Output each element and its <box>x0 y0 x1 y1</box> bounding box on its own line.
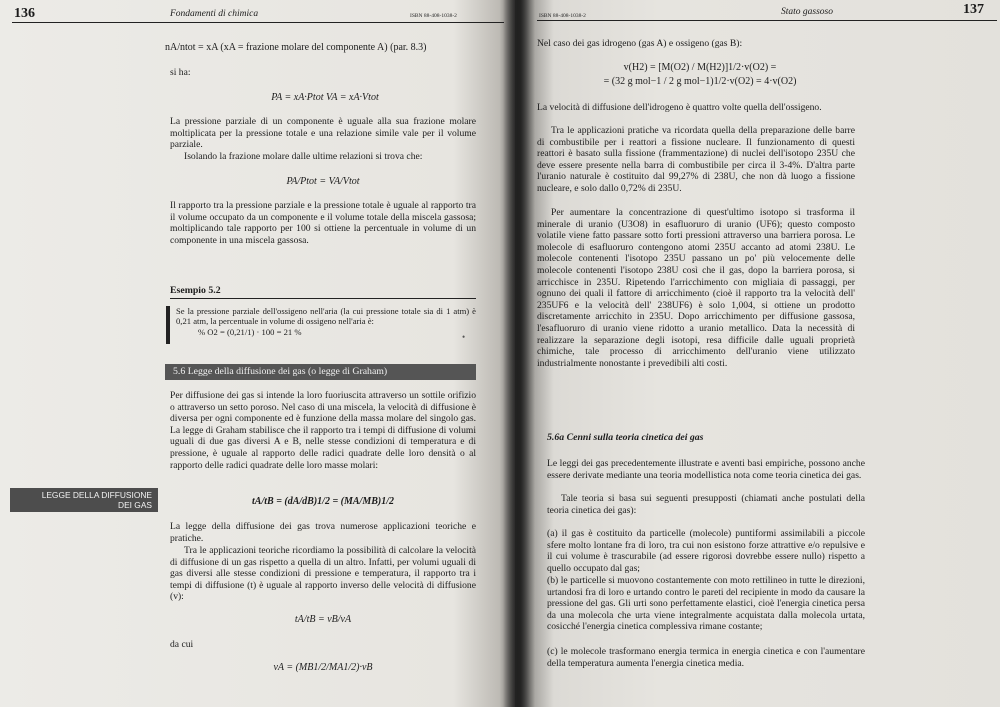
header-rule <box>12 22 504 23</box>
running-title: Fondamenti di chimica <box>170 9 259 19</box>
paragraph: Tale teoria si basa sui seguenti presupposti (chiamati anche postulati della teoria cinetica dei gas): <box>547 493 865 516</box>
header-rule <box>537 20 997 21</box>
running-title: Stato gassoso <box>781 7 833 17</box>
formula-hydrogen: v(H2) = [M(O2) / M(H2)]1/2·v(O2) = <box>623 62 777 73</box>
isbn: ISBN 88-408-1038-2 <box>539 13 586 19</box>
book-gutter-shadow <box>503 0 535 707</box>
paragraph: La velocità di diffusione dell'idrogeno è quattro volte quella dell'ossigeno. <box>537 102 822 113</box>
formula-pressure-ratio: PA/Ptot = VA/Vtot <box>286 176 360 187</box>
formula-velocity: vA = (MB1/2/MA1/2)·vB <box>273 662 373 673</box>
example-rule <box>170 298 476 299</box>
paragraph: Nel caso dei gas idrogeno (gas A) e ossigeno (gas B): <box>537 38 743 49</box>
formula-hydrogen-result: = (32 g mol−1 / 2 g mol−1)1/2·v(O2) = 4·v(O2) <box>603 76 797 87</box>
text-da-cui: da cui <box>170 639 194 650</box>
paragraph: Per aumentare la concentrazione di quest'ultimo isotopo si trasforma il minerale di uranio (U3O8) in esafluoruro di uranio (UF6); questo composto volatile viene fatto passare sotto forti pressioni attraverso una barriera porosa. Le molecole di esafluoruro contengono atomi 235U accanto ad atomi 238U. Le molecole contenenti l'isotopo 235U passano un po' più velocemente delle molecole contenenti l'isotopo 238U così che il gas, dopo la barriera porosa, si arricchisce in 235U. Ripetendo l'arricchimento con migliaia di passaggi, per ognuno dei quali il fattore di arricchimento (cioè il rapporto tra la velocità dell' 235UF6 e la velocità dell' 238UF6) è solo 1,004, si ottiene un prodotto discretamente arricchito in 235U. Dopo arricchimento per diffusione gassosa, l'esafluoruro di uranio viene ridotto a uranio metallico. Data la necessità di realizzare la separazione degli isotopi, resa difficile dalle uguali proprietà chimiche, tale processo di arricchimento dell'uranio viene utilizzato industrialmente nonostante i prevedibili alti costi. <box>537 207 855 369</box>
text-si-ha: si ha: <box>170 67 191 78</box>
list-item: (b) le particelle si muovono costantemente con moto rettilineo in tutte le direzioni, urtandosi fra di loro e urtando contro le pareti del recipiente in modo da causare la pressione del gas. Gli urti sono perfettamente elastici, cioè l'energia cinetica persa da una molecola che urta viene integralmente acquistata dalla molecola urtata, cosicché l'energia cinetica complessiva rimane costante; <box>547 575 865 633</box>
isbn: ISBN 88-408-1038-2 <box>410 13 457 19</box>
example-formula: % O2 = (0,21/1) · 100 = 21 % <box>198 326 302 337</box>
example-text: Se la pressione parziale dell'ossigeno nell'aria (la cui pressione totale sia di 1 atm) è 0,21 atm, la percentuale in volume di ossigeno nell'aria è: <box>176 306 476 327</box>
page-number: 136 <box>14 6 35 21</box>
margin-label <box>10 488 158 512</box>
paragraph: Isolando la frazione molare dalle ultime relazioni si trova che: <box>184 151 423 162</box>
list-item: (c) le molecole trasformano energia termica in energia cinetica e con l'aumentare della temperatura aumenta l'energia cinetica media. <box>547 646 865 669</box>
paragraph: La pressione parziale di un componente è uguale alla sua frazione molare moltiplicata per la pressione totale e una relazione simile vale per il volume parziale. <box>170 116 476 151</box>
section-heading: 5.6a Cenni sulla teoria cinetica dei gas <box>547 432 704 443</box>
paragraph: Il rapporto tra la pressione parziale e la pressione totale è uguale al rapporto tra il volume occupato da un componente e il volume totale della miscela gassosa; moltiplicando tale rapporto per 100 si ottiene la percentuale in volume di un componente in una miscela gassosa. <box>170 200 476 246</box>
formula-molar-fraction: nA/ntot = xA (xA = frazione molare del componente A) (par. 8.3) <box>165 42 427 53</box>
page-number: 137 <box>963 2 984 17</box>
paragraph: Per diffusione dei gas si intende la loro fuoriuscita attraverso un sottile orifizio o attraverso un setto poroso. Nel caso di una miscela, la velocità di diffusione è diversa per ogni componente ed è funzione della massa molare del singolo gas. La legge di Graham stabilisce che il rapporto tra i tempi di diffusione di volumi uguali di due gas diversi A e B, nelle stesse condizioni di temperatura e di pressione, è uguale al rapporto delle radici quadrate delle loro densità o al rapporto delle radici quadrate delle loro masse molari: <box>170 390 476 471</box>
margin-label-line: LEGGE DELLA DIFFUSIONE <box>41 490 152 500</box>
paragraph: Le leggi dei gas precedentemente illustrate e aventi basi empiriche, possono anche essere derivate mediante una teoria modellistica nota come teoria cinetica dei gas. <box>547 458 865 481</box>
example-box <box>166 306 476 344</box>
example-title: Esempio 5.2 <box>170 285 221 296</box>
margin-label-line: DEI GAS <box>118 500 152 510</box>
list-item: (a) il gas è costituito da particelle (molecole) puntiformi assimilabili a piccole sfere molto lontane fra di loro, tra cui non esistono forze attrattive e/o repulsive e il cui volume è trascurabile (ad essere rigorosi dovrebbe essere nullo) rispetto a quello occupato dal gas; <box>547 528 865 574</box>
section-heading: 5.6 Legge della diffusione dei gas (o legge di Graham) <box>165 364 476 380</box>
paragraph: Tra le applicazioni teoriche ricordiamo la possibilità di calcolare la velocità di diffusione di un gas rispetto a quella di un altro. Infatti, per volumi uguali di gas diversi alle stesse condizioni di pressione e temperatura, il rapporto tra i tempi di diffusione (t) è uguale al rapporto inverso delle velocità di diffusione (v): <box>170 545 476 603</box>
formula-partial-pressure: PA = xA·Ptot VA = xA·Vtot <box>271 92 379 103</box>
bullet-mark: • <box>462 332 466 342</box>
right-page <box>515 0 1000 707</box>
paragraph: Tra le applicazioni pratiche va ricordata quella della preparazione delle barre di combustibile per i reattori a fissione nucleare. Il funzionamento di questi reattori è basato sulla fissione (frammentazione) di nuclei dell'isotopo 235U che deve essere presente nella barra di combustibile per circa il 3-4%. D'altra parte l'uranio naturale è costituito dal 99,27% di 238U, che non dà luogo a fissione nucleare, e solo dallo 0,72% di 235U. <box>537 125 855 194</box>
paragraph: La legge della diffusione dei gas trova numerose applicazioni teoriche e pratiche. <box>170 521 476 544</box>
formula-graham: tA/tB = (dA/dB)1/2 = (MA/MB)1/2 <box>252 496 394 507</box>
formula-time-velocity: tA/tB = vB/vA <box>294 614 352 625</box>
